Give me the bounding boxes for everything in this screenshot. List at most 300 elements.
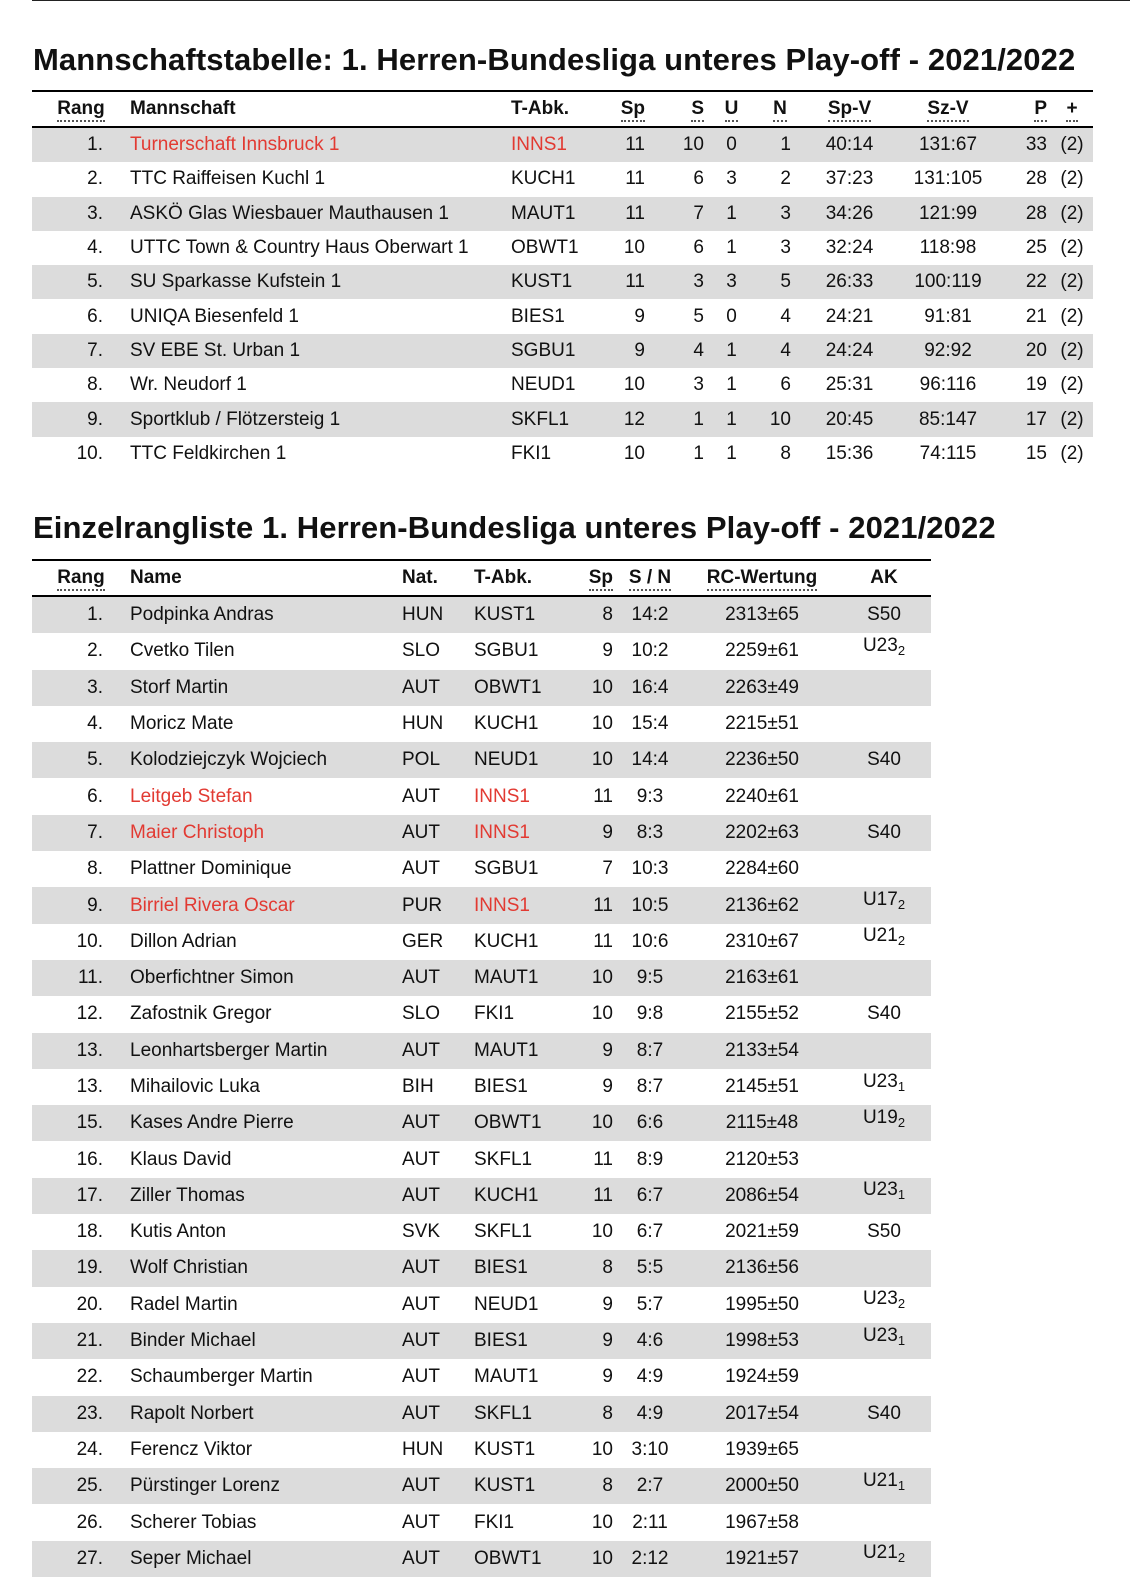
losses-cell: 5 bbox=[755, 265, 805, 299]
team-name-cell: UNIQA Biesenfeld 1 bbox=[130, 305, 299, 327]
rc-rating-cell: 1939±65 bbox=[725, 1438, 799, 1460]
rc-rating-cell: 2000±50 bbox=[687, 1468, 837, 1504]
team-abbr-cell: KUCH1 bbox=[474, 930, 539, 952]
nationality-cell: AUT bbox=[402, 1250, 474, 1286]
col-header-rang[interactable]: Rang bbox=[32, 560, 130, 596]
win-loss-cell: 10:5 bbox=[613, 887, 687, 923]
age-class-cell bbox=[837, 778, 931, 814]
age-class-label: U17 bbox=[862, 889, 898, 911]
rank-cell: 18. bbox=[76, 1221, 103, 1243]
rank-cell: 12. bbox=[76, 1003, 103, 1025]
nationality-cell: BIH bbox=[402, 1076, 434, 1097]
player-name-cell: Klaus David bbox=[130, 1148, 232, 1170]
win-loss-cell: 6:7 bbox=[636, 1221, 664, 1243]
age-class-cell bbox=[837, 1033, 931, 1069]
col-header-p[interactable]: P bbox=[1002, 91, 1051, 127]
rank-cell: 2. bbox=[87, 168, 103, 190]
player-name-cell: Ferencz Viktor bbox=[130, 1438, 253, 1460]
table-row bbox=[32, 706, 931, 742]
games-cell: 10 bbox=[623, 374, 645, 396]
rc-rating-cell: 1998±53 bbox=[687, 1323, 837, 1359]
col-header-sp-v[interactable]: Sp-V bbox=[805, 91, 894, 127]
win-loss-cell: 16:4 bbox=[613, 670, 687, 706]
col-header-t-abk: T-Abk. bbox=[511, 91, 599, 127]
team-abbr-cell: SKFL1 bbox=[474, 1148, 533, 1170]
win-loss-cell: 3:10 bbox=[631, 1438, 669, 1460]
points-cell: 28 bbox=[1002, 197, 1051, 231]
game-ratio-cell: 20:45 bbox=[805, 402, 894, 436]
rc-rating-cell: 1967±58 bbox=[725, 1511, 799, 1533]
table-row bbox=[32, 1359, 931, 1395]
team-abbr-cell: KUCH1 bbox=[474, 713, 539, 735]
losses-cell: 10 bbox=[755, 402, 805, 436]
player-name-cell: Radel Martin bbox=[130, 1293, 238, 1315]
table-row bbox=[32, 127, 1093, 162]
win-loss-cell: 9:8 bbox=[636, 1003, 664, 1025]
rank-cell: 11. bbox=[32, 960, 130, 996]
table-row bbox=[32, 1541, 931, 1577]
col-header-s-n[interactable]: S / N bbox=[613, 560, 687, 596]
losses-cell: 6 bbox=[780, 374, 791, 396]
table-row bbox=[32, 265, 1093, 299]
games-cell: 11 bbox=[593, 930, 613, 952]
games-cell: 11 bbox=[593, 785, 613, 807]
rank-cell: 22. bbox=[76, 1366, 103, 1388]
rc-rating-cell: 2133±54 bbox=[687, 1033, 837, 1069]
win-loss-cell: 8:7 bbox=[636, 1076, 664, 1097]
game-ratio-cell: 25:31 bbox=[825, 374, 874, 396]
games-cell: 11 bbox=[625, 168, 645, 190]
player-name-cell: Zafostnik Gregor bbox=[130, 1003, 272, 1025]
rank-cell: 10. bbox=[76, 930, 103, 952]
nationality-cell: AUT bbox=[402, 1511, 440, 1533]
team-abbr-cell: KUST1 bbox=[511, 265, 599, 299]
team-abbr-cell: BIES1 bbox=[474, 1250, 570, 1286]
game-ratio-cell: 37:23 bbox=[825, 168, 874, 190]
team-abbr-cell: OBWT1 bbox=[474, 670, 570, 706]
rank-cell: 5. bbox=[32, 742, 130, 778]
rc-rating-cell: 2236±50 bbox=[687, 742, 837, 778]
team-abbr-cell: KUST1 bbox=[474, 596, 570, 633]
age-class-label: S40 bbox=[867, 821, 901, 843]
age-class-cell bbox=[837, 1214, 931, 1250]
win-loss-cell: 8:7 bbox=[613, 1033, 687, 1069]
age-class-cell bbox=[837, 851, 931, 887]
games-cell: 11 bbox=[599, 265, 659, 299]
games-cell: 9 bbox=[599, 334, 659, 368]
table-row bbox=[32, 778, 931, 814]
col-header-rc-wertung[interactable]: RC-Wertung bbox=[687, 560, 837, 596]
team-abbr-cell: OBWT1 bbox=[474, 1541, 570, 1577]
set-ratio-cell: 131:105 bbox=[913, 168, 983, 190]
table-row bbox=[32, 742, 931, 778]
age-class-cell bbox=[837, 1541, 931, 1577]
col-header-n[interactable]: N bbox=[755, 91, 805, 127]
rank-cell: 16. bbox=[76, 1148, 103, 1170]
games-cell: 9 bbox=[602, 1076, 613, 1097]
draws-cell: 1 bbox=[726, 237, 737, 259]
player-name-cell: Dillon Adrian bbox=[130, 930, 237, 952]
table-row bbox=[32, 1323, 931, 1359]
win-loss-cell: 6:7 bbox=[613, 1178, 687, 1214]
player-name-cell: Plattner Dominique bbox=[130, 858, 292, 880]
age-class-year-subscript: 2 bbox=[897, 1114, 906, 1130]
player-name-cell: Birriel Rivera Oscar bbox=[130, 887, 402, 923]
rank-cell: 23. bbox=[32, 1396, 130, 1432]
table-row bbox=[32, 231, 1093, 265]
rc-rating-cell: 2145±51 bbox=[725, 1076, 799, 1097]
games-cell: 10 bbox=[623, 237, 645, 259]
team-abbr-cell: SGBU1 bbox=[474, 858, 539, 880]
table-row bbox=[32, 1396, 931, 1432]
age-class-label: U21 bbox=[862, 1542, 898, 1564]
team-name-cell: TTC Raiffeisen Kuchl 1 bbox=[130, 168, 326, 190]
game-ratio-cell: 24:24 bbox=[805, 334, 894, 368]
team-abbr-cell: MAUT1 bbox=[474, 1366, 539, 1388]
table-row bbox=[32, 162, 1093, 196]
nationality-cell: AUT bbox=[402, 1178, 474, 1214]
set-ratio-cell: 74:115 bbox=[919, 442, 977, 464]
rc-rating-cell: 2155±52 bbox=[725, 1003, 799, 1025]
team-abbr-cell: SGBU1 bbox=[474, 640, 539, 662]
rc-rating-cell: 2313±65 bbox=[687, 596, 837, 633]
nationality-cell: AUT bbox=[402, 858, 440, 880]
player-name-cell: Kases Andre Pierre bbox=[130, 1105, 402, 1141]
rank-cell: 7. bbox=[32, 334, 130, 368]
team-abbr-cell: INNS1 bbox=[474, 785, 530, 807]
table-row bbox=[32, 1105, 931, 1141]
col-header-nat: Nat. bbox=[402, 560, 474, 596]
rc-rating-cell: 2240±61 bbox=[725, 785, 799, 807]
age-class-cell bbox=[837, 670, 931, 706]
table-row bbox=[32, 851, 931, 887]
table-row bbox=[32, 1141, 931, 1177]
rc-rating-cell: 2259±61 bbox=[725, 640, 799, 662]
rank-cell: 25. bbox=[32, 1468, 130, 1504]
age-class-cell bbox=[837, 1178, 931, 1214]
game-ratio-cell: 15:36 bbox=[825, 442, 874, 464]
win-loss-cell: 8:3 bbox=[613, 815, 687, 851]
table-row bbox=[32, 1033, 931, 1069]
age-class-year-subscript: 1 bbox=[897, 1078, 906, 1094]
set-ratio-cell: 85:147 bbox=[894, 402, 1002, 436]
table-row bbox=[32, 1504, 931, 1540]
age-class-cell bbox=[837, 1069, 931, 1105]
age-class-cell bbox=[837, 996, 931, 1032]
games-cell: 9 bbox=[570, 815, 613, 851]
single-ranking-table bbox=[32, 559, 931, 1577]
points-cell: 19 bbox=[1025, 374, 1047, 396]
col-header-mannschaft: Mannschaft bbox=[130, 91, 511, 127]
losses-cell: 8 bbox=[780, 442, 791, 464]
win-loss-cell: 10:6 bbox=[631, 930, 669, 952]
win-loss-cell: 4:6 bbox=[613, 1323, 687, 1359]
nationality-cell: PUR bbox=[402, 887, 474, 923]
games-cell: 8 bbox=[570, 1468, 613, 1504]
rc-rating-cell: 2017±54 bbox=[687, 1396, 837, 1432]
team-abbr-cell: INNS1 bbox=[474, 887, 570, 923]
bonus-cell: (2) bbox=[1060, 305, 1084, 327]
age-class-label: U23 bbox=[862, 1288, 898, 1310]
player-name-cell: Mihailovic Luka bbox=[130, 1076, 260, 1097]
rank-cell: 15. bbox=[32, 1105, 130, 1141]
nationality-cell: SLO bbox=[402, 640, 441, 662]
team-table-title: Mannschaftstabelle: 1. Herren-Bundesliga unteres Play-off - 2021/2022 bbox=[33, 42, 1076, 77]
rank-cell: 27. bbox=[32, 1541, 130, 1577]
player-name-cell: Rapolt Norbert bbox=[130, 1396, 402, 1432]
bonus-cell: (2) bbox=[1051, 265, 1093, 299]
nationality-cell: AUT bbox=[402, 815, 474, 851]
team-abbr-cell: NEUD1 bbox=[511, 374, 576, 396]
age-class-year-subscript: 2 bbox=[897, 642, 906, 658]
team-abbr-cell: MAUT1 bbox=[474, 1033, 570, 1069]
rank-cell: 8. bbox=[87, 858, 103, 880]
rc-rating-cell: 2136±56 bbox=[687, 1250, 837, 1286]
draws-cell: 3 bbox=[726, 168, 737, 190]
table-row bbox=[32, 815, 931, 851]
rank-cell: 1. bbox=[32, 127, 130, 162]
age-class-label: U23 bbox=[862, 1070, 898, 1092]
team-abbr-cell: MAUT1 bbox=[511, 197, 599, 231]
player-name-cell: Scherer Tobias bbox=[130, 1511, 257, 1533]
games-cell: 11 bbox=[599, 197, 659, 231]
bonus-cell: (2) bbox=[1051, 197, 1093, 231]
age-class-cell bbox=[837, 1432, 931, 1468]
table-row bbox=[32, 1432, 931, 1468]
games-cell: 10 bbox=[591, 1221, 613, 1243]
col-header-s[interactable]: S bbox=[659, 91, 708, 127]
rc-rating-cell: 2021±59 bbox=[725, 1221, 799, 1243]
bonus-cell: (2) bbox=[1060, 237, 1084, 259]
games-cell: 12 bbox=[599, 402, 659, 436]
nationality-cell: AUT bbox=[402, 1323, 474, 1359]
age-class-cell bbox=[837, 887, 931, 923]
col-header-name: Name bbox=[130, 560, 402, 596]
age-class-label: U21 bbox=[862, 925, 898, 947]
col-header-sp[interactable]: Sp bbox=[599, 91, 659, 127]
table-row bbox=[32, 1178, 931, 1214]
game-ratio-cell: 40:14 bbox=[805, 127, 894, 162]
nationality-cell: SLO bbox=[402, 1003, 441, 1025]
bonus-cell: (2) bbox=[1051, 127, 1093, 162]
nationality-cell: SVK bbox=[402, 1221, 441, 1243]
team-name-cell: UTTC Town & Country Haus Oberwart 1 bbox=[130, 237, 469, 259]
age-class-year-subscript: 1 bbox=[897, 1187, 906, 1203]
table-row bbox=[32, 670, 931, 706]
team-abbr-cell: SKFL1 bbox=[474, 1396, 570, 1432]
bonus-cell: (2) bbox=[1060, 374, 1084, 396]
age-class-label: U23 bbox=[862, 1179, 898, 1201]
games-cell: 10 bbox=[570, 1541, 613, 1577]
draws-cell: 1 bbox=[708, 334, 755, 368]
losses-cell: 2 bbox=[780, 168, 791, 190]
nationality-cell: AUT bbox=[402, 1541, 474, 1577]
age-class-cell bbox=[837, 1396, 931, 1432]
table-row bbox=[32, 1468, 931, 1504]
win-loss-cell: 5:5 bbox=[613, 1250, 687, 1286]
team-abbr-cell: SKFL1 bbox=[474, 1221, 533, 1243]
nationality-cell: HUN bbox=[402, 596, 474, 633]
rank-cell: 4. bbox=[87, 713, 103, 735]
set-ratio-cell: 91:81 bbox=[924, 305, 972, 327]
win-loss-cell: 5:7 bbox=[636, 1293, 664, 1315]
age-class-year-subscript: 2 bbox=[897, 1550, 906, 1566]
table-row bbox=[32, 633, 931, 669]
rank-cell: 9. bbox=[32, 402, 130, 436]
nationality-cell: AUT bbox=[402, 960, 474, 996]
rank-cell: 7. bbox=[32, 815, 130, 851]
table-row bbox=[32, 1250, 931, 1286]
age-class-cell bbox=[837, 596, 931, 633]
nationality-cell: AUT bbox=[402, 1396, 474, 1432]
age-class-cell bbox=[837, 742, 931, 778]
points-cell: 33 bbox=[1002, 127, 1051, 162]
games-cell: 9 bbox=[602, 640, 613, 662]
rank-cell: 26. bbox=[76, 1511, 103, 1533]
rank-cell: 24. bbox=[76, 1438, 103, 1460]
col-header-sz-v[interactable]: Sz-V bbox=[894, 91, 1002, 127]
team-abbr-cell: KUST1 bbox=[474, 1468, 570, 1504]
rank-cell: 1. bbox=[32, 596, 130, 633]
player-name-cell: Seper Michael bbox=[130, 1541, 402, 1577]
game-ratio-cell: 34:26 bbox=[805, 197, 894, 231]
rank-cell: 2. bbox=[87, 640, 103, 662]
wins-cell: 6 bbox=[693, 237, 704, 259]
rc-rating-cell: 2086±54 bbox=[687, 1178, 837, 1214]
player-name-cell: Kolodziejczyk Wojciech bbox=[130, 742, 402, 778]
points-cell: 25 bbox=[1025, 237, 1047, 259]
team-name-cell: Wr. Neudorf 1 bbox=[130, 374, 247, 396]
table-row bbox=[32, 299, 1093, 333]
rank-cell: 6. bbox=[87, 305, 103, 327]
nationality-cell: AUT bbox=[402, 1366, 440, 1388]
age-class-cell bbox=[837, 1323, 931, 1359]
col-header-u[interactable]: U bbox=[708, 91, 755, 127]
nationality-cell: AUT bbox=[402, 1468, 474, 1504]
wins-cell: 6 bbox=[693, 168, 704, 190]
team-abbr-cell: OBWT1 bbox=[474, 1105, 570, 1141]
team-abbr-cell: NEUD1 bbox=[474, 1293, 539, 1315]
player-name-cell: Wolf Christian bbox=[130, 1250, 402, 1286]
set-ratio-cell: 96:116 bbox=[919, 374, 977, 396]
wins-cell: 7 bbox=[659, 197, 708, 231]
rank-cell: 17. bbox=[32, 1178, 130, 1214]
set-ratio-cell: 118:98 bbox=[919, 237, 977, 259]
table-row bbox=[32, 1214, 931, 1250]
points-cell: 15 bbox=[1025, 442, 1047, 464]
table-row bbox=[32, 334, 1093, 368]
table-row bbox=[32, 368, 1093, 402]
team-name-cell: SU Sparkasse Kufstein 1 bbox=[130, 265, 511, 299]
team-abbr-cell: KUCH1 bbox=[474, 1178, 570, 1214]
player-name-cell: Storf Martin bbox=[130, 670, 402, 706]
single-ranking-title: Einzelrangliste 1. Herren-Bundesliga unteres Play-off - 2021/2022 bbox=[33, 510, 996, 545]
rc-rating-cell: 1995±50 bbox=[725, 1293, 799, 1315]
player-name-cell: Moricz Mate bbox=[130, 713, 234, 735]
table-row bbox=[32, 924, 931, 960]
rank-cell: 20. bbox=[76, 1293, 103, 1315]
nationality-cell: AUT bbox=[402, 1033, 474, 1069]
team-abbr-cell: SGBU1 bbox=[511, 334, 599, 368]
team-abbr-cell: INNS1 bbox=[474, 815, 570, 851]
games-cell: 11 bbox=[570, 887, 613, 923]
age-class-year-subscript: 2 bbox=[897, 933, 906, 949]
win-loss-cell: 2:7 bbox=[613, 1468, 687, 1504]
win-loss-cell: 8:9 bbox=[636, 1148, 664, 1170]
age-class-label: U19 bbox=[862, 1106, 898, 1128]
points-cell: 28 bbox=[1025, 168, 1047, 190]
col-header-rang[interactable]: Rang bbox=[32, 91, 130, 127]
games-cell: 9 bbox=[570, 1033, 613, 1069]
points-cell: 21 bbox=[1025, 305, 1047, 327]
nationality-cell: AUT bbox=[402, 1293, 440, 1315]
rc-rating-cell: 2263±49 bbox=[687, 670, 837, 706]
team-abbr-cell: FKI1 bbox=[474, 1003, 515, 1025]
win-loss-cell: 6:6 bbox=[613, 1105, 687, 1141]
games-cell: 11 bbox=[599, 127, 659, 162]
nationality-cell: AUT bbox=[402, 785, 440, 807]
single-table-header-row bbox=[32, 560, 931, 596]
rank-cell: 10. bbox=[76, 442, 103, 464]
table-row bbox=[32, 437, 1093, 471]
nationality-cell: AUT bbox=[402, 1148, 440, 1170]
win-loss-cell: 4:9 bbox=[613, 1396, 687, 1432]
games-cell: 7 bbox=[602, 858, 613, 880]
team-name-cell: ASKÖ Glas Wiesbauer Mauthausen 1 bbox=[130, 197, 511, 231]
age-class-cell bbox=[837, 1504, 931, 1540]
age-class-cell bbox=[837, 1287, 931, 1323]
player-name-cell: Binder Michael bbox=[130, 1323, 402, 1359]
set-ratio-cell: 131:67 bbox=[894, 127, 1002, 162]
games-cell: 9 bbox=[602, 1293, 613, 1315]
age-class-cell bbox=[837, 1359, 931, 1395]
age-class-label: S40 bbox=[867, 749, 901, 771]
wins-cell: 3 bbox=[693, 374, 704, 396]
win-loss-cell: 9:5 bbox=[613, 960, 687, 996]
table-row bbox=[32, 402, 1093, 436]
table-row bbox=[32, 996, 931, 1032]
age-class-year-subscript: 2 bbox=[897, 897, 906, 913]
draws-cell: 0 bbox=[726, 305, 737, 327]
nationality-cell: AUT bbox=[402, 670, 474, 706]
team-abbr-cell: FKI1 bbox=[511, 442, 552, 464]
team-abbr-cell: INNS1 bbox=[511, 127, 599, 162]
win-loss-cell: 2:12 bbox=[613, 1541, 687, 1577]
losses-cell: 1 bbox=[755, 127, 805, 162]
rank-cell: 6. bbox=[87, 785, 103, 807]
col-header-t-abk: T-Abk. bbox=[474, 560, 570, 596]
player-name-cell: Ziller Thomas bbox=[130, 1178, 402, 1214]
player-name-cell: Pürstinger Lorenz bbox=[130, 1468, 402, 1504]
set-ratio-cell: 121:99 bbox=[894, 197, 1002, 231]
wins-cell: 1 bbox=[659, 402, 708, 436]
bonus-cell: (2) bbox=[1060, 442, 1084, 464]
player-name-cell: Leitgeb Stefan bbox=[130, 785, 253, 807]
rank-cell: 8. bbox=[87, 374, 103, 396]
rc-rating-cell: 2284±60 bbox=[725, 858, 799, 880]
nationality-cell: AUT bbox=[402, 1105, 474, 1141]
games-cell: 10 bbox=[591, 1511, 613, 1533]
col-header-plus[interactable]: + bbox=[1051, 91, 1093, 127]
nationality-cell: HUN bbox=[402, 1438, 444, 1460]
game-ratio-cell: 26:33 bbox=[805, 265, 894, 299]
wins-cell: 5 bbox=[693, 305, 704, 327]
col-header-sp[interactable]: Sp bbox=[570, 560, 613, 596]
bonus-cell: (2) bbox=[1060, 168, 1084, 190]
age-class-label: S50 bbox=[867, 1221, 901, 1243]
win-loss-cell: 10:3 bbox=[631, 858, 669, 880]
team-abbr-cell: KUCH1 bbox=[511, 168, 576, 190]
